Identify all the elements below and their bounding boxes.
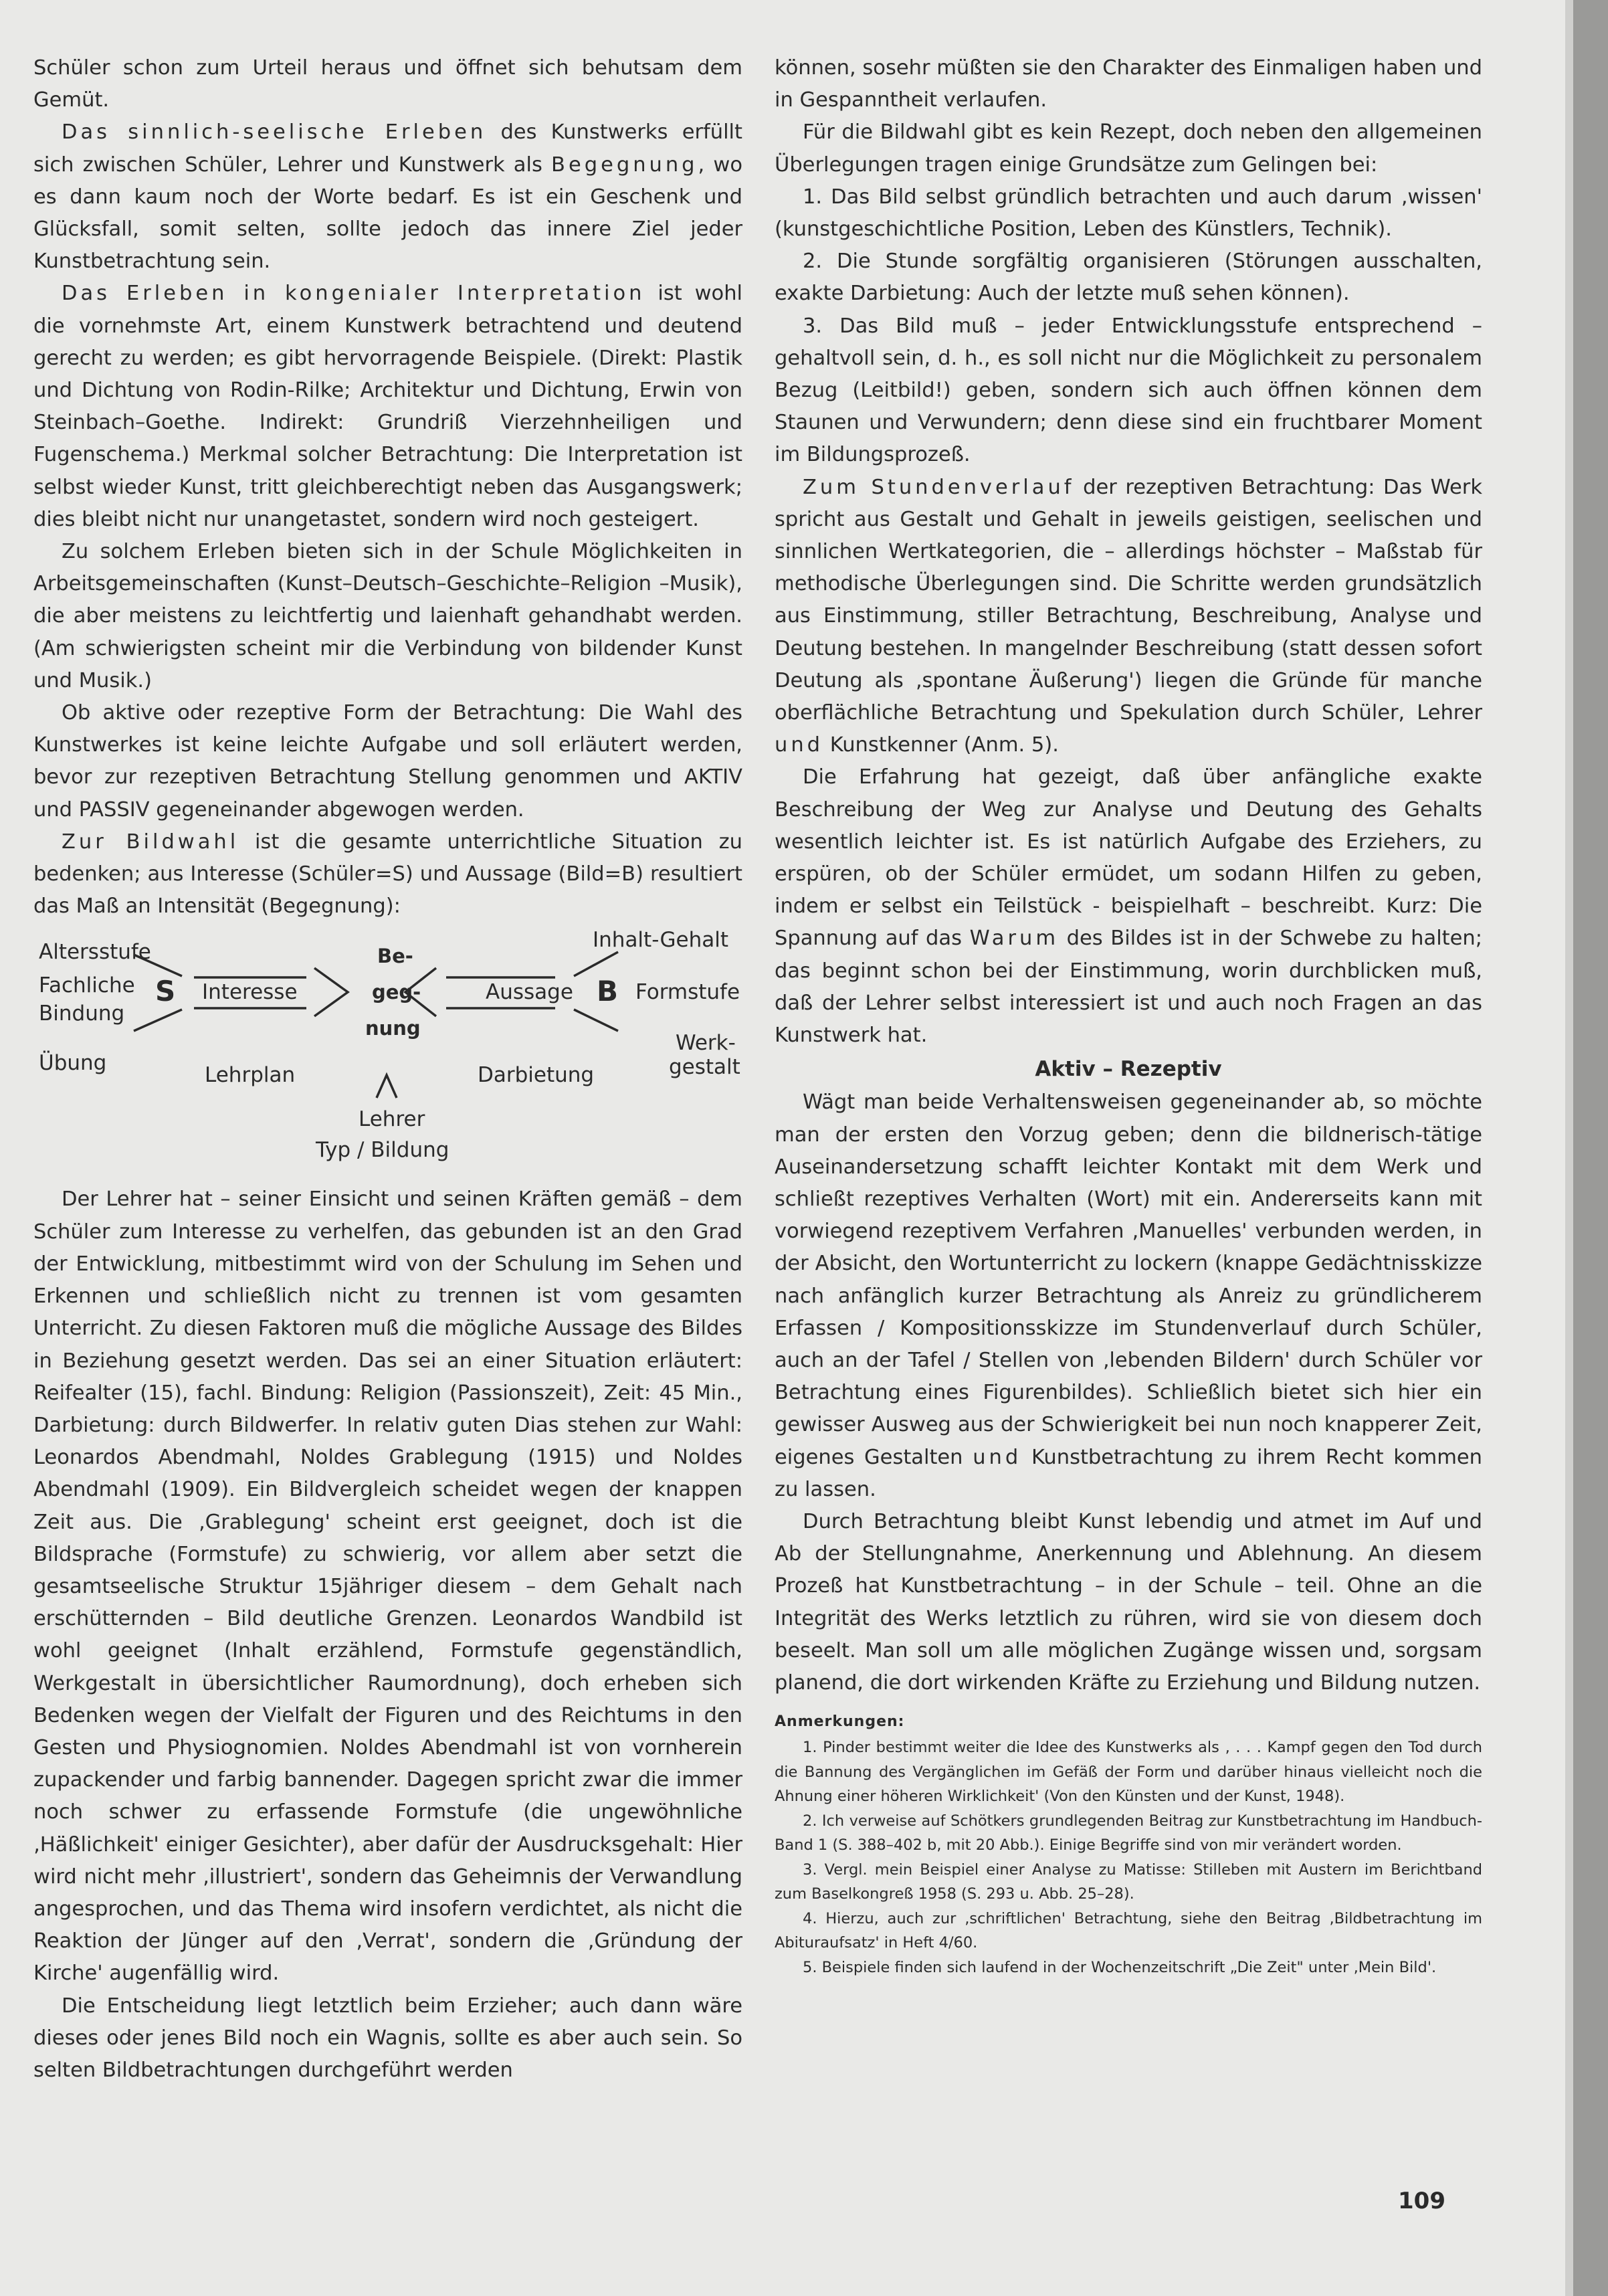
label-fachliche: Fachliche	[39, 973, 135, 998]
spaced-term: Zum Stundenverlauf	[803, 475, 1075, 499]
footnote: 3. Vergl. mein Beispiel einer Analyse zu Matisse: Stilleben mit Austern im Berichtband zum Baselkongreß 1958 (S. 293 u. Abb. 25–28).	[775, 1860, 1482, 1903]
list-item: 2. Die Stunde sorgfältig organisieren (Störungen ausschalten, exakte Darbietung: Auch der letzte muß sehen können).	[775, 250, 1482, 306]
label-altersstufe: Altersstufe	[39, 940, 151, 965]
spaced-term: und	[775, 733, 824, 757]
paragraph: können, sosehr müßten sie den Charakter des Einmaligen haben und in Gespanntheit verlaufen.	[775, 56, 1482, 112]
right-column	[775, 52, 1482, 1980]
paragraph: Zu solchem Erleben bieten sich in der Schule Möglichkeiten in Arbeitsgemeinschaften (Kunst–Deutsch–Geschichte–Religion –Musik), die aber meistens zu leichtfertig und laienhaft gehandhabt werden. (Am schwierigsten scheint mir die Verbindung von bildender Kunst und Musik.)	[33, 540, 742, 692]
paragraph: Die Erfahrung hat gezeigt, daß über anfängliche exakte Beschreibung der Weg zur Analyse und Deutung des Gehalts wesentlich leichter ist. Es ist natürlich Aufgabe des Erziehers, zu erspüren, ob der Schüler ermüdet, um sodann Hilfen zu geben, indem er selbst ein Teilstück - beispielhaft – beschreibt. Kurz: Die Spannung auf das Warum des Bildes ist in der Schwebe zu halten; das beginnt schon bei der Einstimmung, worin durchblicken muß, daß der Lehrer selbst interessiert ist und auch noch Fragen an das Kunstwerk hat.	[775, 765, 1482, 1048]
left-column	[33, 52, 742, 2087]
spaced-term: Begegnung	[551, 153, 698, 177]
page-number: 109	[1398, 2188, 1445, 2214]
paragraph: Durch Betrachtung bleibt Kunst lebendig und atmet im Auf und Ab der Stellungnahme, Anerkennung und Ablehnung. An diesem Prozeß hat Kunstbetrachtung – in der Schule – teil. Ohne an die Integrität des Werks letztlich zu rühren, wird sie von diesem doch beseelt. Man soll um alle möglichen Zugänge wissen und, sorgsam planend, die dort wirkenden Kräfte zu Erziehung und Bildung nutzen.	[775, 1509, 1482, 1695]
paragraph: Ob aktive oder rezeptive Form der Betrachtung: Die Wahl des Kunstwerkes ist keine leichte Aufgabe und soll erläutert werden, bevor zur rezeptiven Betrachtung Stellung genommen und AKTIV und PASSIV gegeneinander abgewogen werden.	[33, 701, 742, 822]
spaced-term: Warum	[969, 927, 1060, 951]
label-darbietung: Darbietung	[478, 1063, 595, 1088]
paragraph: Die Entscheidung liegt letztlich beim Erzieher; auch dann wäre dieses oder jenes Bild noch ein Wagnis, sollte es aber auch sein. So selten Bildbetrachtungen durchgeführt werden	[33, 1994, 742, 2082]
notes-title: Anmerkungen:	[775, 1713, 905, 1731]
spaced-term: und	[973, 1445, 1022, 1469]
paragraph: Zur Bildwahl ist die gesamte unterrichtliche Situation zu bedenken; aus Interesse (Schüler=S) und Aussage (Bild=B) resultiert das Maß an Intensität (Begegnung):	[33, 830, 742, 919]
page-edge-light	[1565, 0, 1573, 2296]
label-formstufe: Formstufe	[635, 980, 740, 1005]
paragraph: Zum Stundenverlauf der rezeptiven Betrachtung: Das Werk spricht aus Gestalt und Gehalt in jeweils geistigen, seelischen und sinnlichen Wertkategorien, die – allerdings höchster – Maßstab für methodische Überlegungen sind. Die Schritte werden grundsätzlich aus Einstimmung, stiller Betrachtung, Beschreibung, Analyse und Deutung bestehen. In mangelnder Beschreibung (statt dessen sofort Deutung als ‚spontane Äußerung') liegen die Gründe für manche oberflächliche Betrachtung und Spekulation durch Schüler, Lehrer und Kunstkenner (Anm. 5).	[775, 475, 1483, 757]
spaced-term: Das Erleben in kongenialer Interpretation	[62, 282, 645, 306]
encounter-diagram	[33, 923, 742, 1183]
list-item: 1. Das Bild selbst gründlich betrachten und auch darum ‚wissen' (kunstgeschichtliche Position, Leben des Künstlers, Technik).	[775, 185, 1482, 242]
label-nung: nung	[365, 1017, 421, 1040]
label-bindung: Bindung	[39, 1001, 125, 1026]
label-aussage: Aussage	[486, 980, 573, 1005]
spaced-term: Das sinnlich-seelische Erleben	[62, 120, 487, 145]
paragraph: Wägt man beide Verhaltensweisen gegeneinander ab, so möchte man der ersten den Vorzug geben; denn die bildnerisch-tätige Auseinandersetzung schafft leichter Kontakt mit dem Werk und schließt rezeptives Verhalten (Wort) mit ein. Andererseits kann mit vorwiegend rezeptivem Verfahren ‚Manuelles' verbunden werden, in der Absicht, den Wortunterricht zu lockern (knappe Gedächtnisskizze nach anfänglich kurzer Betrachtung als Anreiz zu gründlicherem Erfassen / Kompositionsskizze im Stundenverlauf durch Schüler, auch an der Tafel / Stellen von ‚lebenden Bildern' durch Schüler vor Betrachtung eines Figurenbildes). Schließlich bietet sich hier ein gewisser Ausweg aus der Schwierigkeit bei nun noch knapperer Zeit, eigenes Gestalten und Kunstbetrachtung zu ihrem Recht kommen zu lassen.	[775, 1090, 1482, 1501]
list-item: 3. Das Bild muß – jeder Entwicklungsstufe entsprechend – gehaltvoll sein, d. h., es soll nicht nur die Möglichkeit zu personalem Bezug (Leitbild!) geben, sondern sich auch öffnen können dem Staunen und Verwundern; denn diese sind ein fruchtbarer Moment im Bildungsprozeß.	[775, 314, 1482, 467]
label-geg: geg-	[372, 981, 421, 1004]
label-lehrer: Lehrer	[359, 1107, 425, 1132]
page-edge-shadow	[1573, 0, 1608, 2296]
paragraph: Für die Bildwahl gibt es kein Rezept, doch neben den allgemeinen Überlegungen tragen einige Grundsätze zum Gelingen bei:	[775, 120, 1482, 177]
label-typ-bildung: Typ / Bildung	[316, 1138, 449, 1163]
paragraph: Das Erleben in kongenialer Interpretation ist wohl die vornehmste Art, einem Kunstwerk betrachtend und deutend gerecht zu werden; es gibt hervorragende Beispiele. (Direkt: Plastik und Dichtung von Rodin-Rilke; Architektur und Dichtung, Erwin von Steinbach–Goethe. Indirekt: Grundriß Vierzehnheiligen und Fugenschema.) Merkmal solcher Betrachtung: Die Interpretation ist selbst wieder Kunst, tritt gleichberechtigt neben das Ausgangswerk; dies bleibt nicht nur unangetastet, sondern wird noch gesteigert.	[33, 282, 743, 531]
label-be: Be-	[377, 945, 413, 968]
label-gestalt: gestalt	[669, 1055, 740, 1080]
label-lehrplan: Lehrplan	[205, 1063, 296, 1088]
footnote: 2. Ich verweise auf Schötkers grundlegenden Beitrag zur Kunstbetrachtung im Handbuch-Band 1 (S. 388–402 b, mit 20 Abb.). Einige Begriffe sind von mir verändert worden.	[775, 1812, 1482, 1854]
section-heading: Aktiv – Rezeptiv	[1035, 1057, 1222, 1082]
footnote: 5. Beispiele finden sich laufend in der Wochenzeitschrift „Die Zeit" unter ‚Mein Bild'.	[803, 1958, 1437, 1976]
label-inhalt-gehalt: Inhalt-Gehalt	[593, 928, 729, 953]
spaced-term: Zur Bildwahl	[62, 830, 239, 854]
label-werk: Werk-	[676, 1031, 736, 1056]
label-s: S	[155, 975, 176, 1008]
footnote: 4. Hierzu, auch zur ‚schriftlichen' Betrachtung, siehe den Beitrag ‚Bildbetrachtung im Abituraufsatz' in Heft 4/60.	[775, 1909, 1482, 1952]
paragraph: Schüler schon zum Urteil heraus und öffnet sich behutsam dem Gemüt.	[33, 56, 742, 112]
label-b: B	[597, 975, 619, 1008]
footnote: 1. Pinder bestimmt weiter die Idee des Kunstwerks als ‚ . . . Kampf gegen den Tod durch die Bannung des Vergänglichen im Gefäß der Form und darüber hinaus vielleicht noch die Ahnung einer höheren Wirklichkeit' (Von den Künsten und der Kunst, 1948).	[775, 1739, 1482, 1806]
paragraph: Der Lehrer hat – seiner Einsicht und seinen Kräften gemäß – dem Schüler zum Interesse zu verhelfen, das gebunden ist an den Grad der Entwicklung, mitbestimmt wird von der Schulung im Sehen und Erkennen und schließlich nicht zu trennen ist vom gesamten Unterricht. Zu diesen Faktoren muß die mögliche Aussage des Bildes in Beziehung gesetzt werden. Das sei an einer Situation erläutert: Reifealter (15), fachl. Bindung: Religion (Passionszeit), Zeit: 45 Min., Darbietung: durch Bildwerfer. In relativ guten Dias stehen zur Wahl: Leonardos Abendmahl, Noldes Grablegung (1915) und Noldes Abendmahl (1909). Ein Bildvergleich scheidet wegen der knappen Zeit aus. Die ‚Grablegung' scheint erst geeignet, doch ist die Bildsprache (Formstufe) zu schwierig, vor allem aber setzt die gesamtseelische Struktur 15jähriger diesem – dem Gehalt nach erschütternden – Bild deutliche Grenzen. Leonardos Wandbild ist wohl geeignet (Inhalt erzählend, Formstufe gegenständlich, Werkgestalt in übersichtlicher Raumordnung), doch erheben sich Bedenken wegen der Vielfalt der Figuren und des Reichtums in den Gesten und Physiognomien. Noldes Abendmahl ist von vornherein zupackender und farbig bannender. Dagegen spricht zwar die immer noch schwer zu erfassende Formstufe (die ungewöhnliche ‚Häßlichkeit' einiger Gesichter), aber dafür der Ausdrucksgehalt: Hier wird nicht mehr ‚illustriert', sondern das Geheimnis der Verwandlung angesprochen, und das Thema wird insofern verdichtet, als nicht die Reaktion der Jünger auf den ‚Verrat', sondern die ‚Gründung der Kirche' augenfällig wird.	[33, 1187, 742, 1986]
paragraph: Das sinnlich-seelische Erleben des Kunstwerks erfüllt sich zwischen Schüler, Lehrer und Kunstwerk als Begegnung, wo es dann kaum noch der Worte bedarf. Es ist ein Geschenk und Glücksfall, somit selten, sollte jedoch das innere Ziel jeder Kunstbetrachtung sein.	[33, 120, 742, 274]
label-interesse: Interesse	[202, 980, 298, 1005]
label-uebung: Übung	[39, 1051, 107, 1076]
